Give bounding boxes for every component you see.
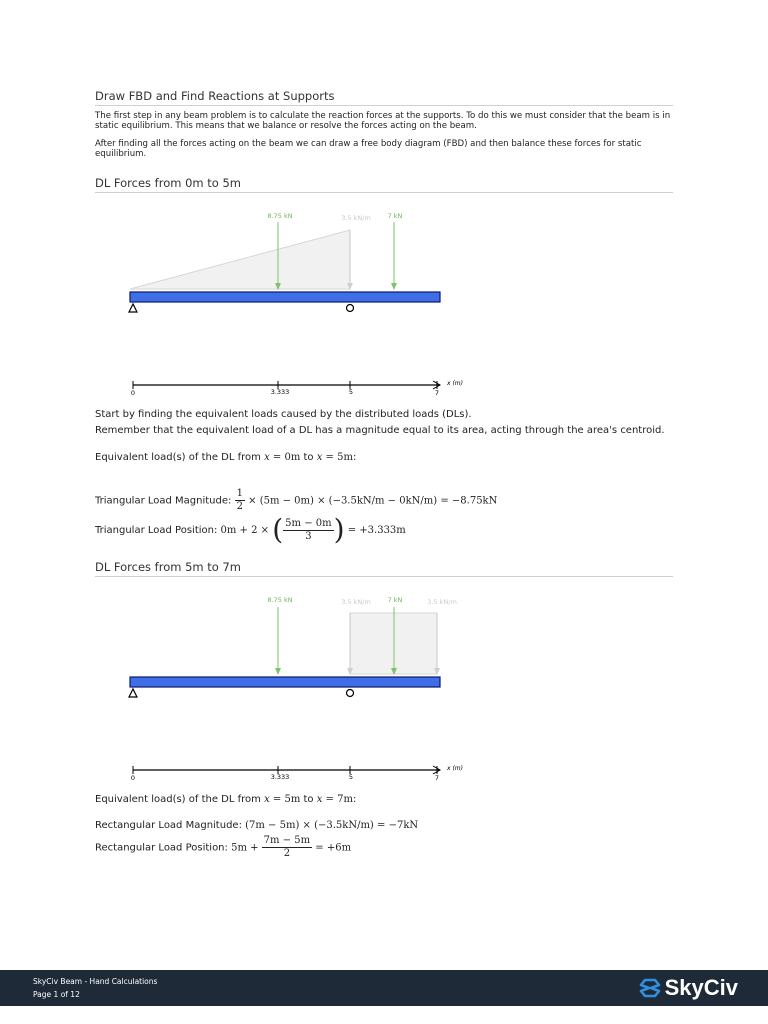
dl-explanation-1: Start by finding the equivalent loads caused by the distributed loads (DLs). — [95, 409, 472, 420]
pin-support-icon — [129, 304, 137, 312]
triangular-position-line: Triangular Load Position: 0m + 2 × ( $\frac{5m - 0m}{3}$ ) = +3.333m — [95, 513, 406, 546]
equivalent-load-line-1: Equivalent load(s) of the DL from x = 0m to x = 5m: — [95, 452, 357, 463]
rectangular-magnitude-expression: (7m − 5m) × (−3.5kN/m) = −7kN — [245, 820, 419, 831]
logo-text: SkyCiv — [664, 975, 738, 1000]
triangular-magnitude-line: Triangular Load Magnitude: $\frac{1}{2}$ × (5m − 0m) × (−3.5kN/m − 0kN/m) = −8.75kN — [95, 488, 498, 512]
beam — [130, 677, 440, 687]
axis-tick-label: 7 — [434, 389, 440, 397]
intro-paragraph: The first step in any beam problem is to calculate the reaction forces at the supports. To do this we must consider that the beam is in static equilibrium. This means that we balance or resolve the forces acting on the beam. — [95, 111, 671, 131]
axis-tick-label: 0 — [130, 774, 136, 782]
dist-load-label-1: 3.5 kN/m — [341, 598, 371, 606]
axis-tick-label: 0 — [130, 389, 136, 397]
axis-tick-label: 5 — [348, 388, 354, 396]
skyciv-logo-icon — [639, 977, 661, 999]
axis-tick-label: 3.333 — [270, 388, 290, 396]
page-footer — [0, 970, 768, 1006]
rectangular-magnitude-line: Rectangular Load Magnitude: (7m − 5m) × (−3.5kN/m) = −7kN — [95, 820, 419, 831]
point-load-label-1: 8.75 kN — [267, 212, 293, 220]
roller-support-icon — [347, 690, 354, 697]
axis-tick-label: 7 — [434, 774, 440, 782]
triangular-dl-shape — [130, 230, 350, 289]
equivalent-load-line-2: Equivalent load(s) of the DL from x = 5m to x = 7m: — [95, 794, 357, 805]
section-heading-dl-5-7: DL Forces from 5m to 7m — [95, 560, 673, 577]
section-heading-fbd: Draw FBD and Find Reactions at Supports — [95, 89, 673, 106]
axis-tick-label: 3.333 — [270, 773, 290, 781]
fbd-paragraph: After finding all the forces acting on the beam we can draw a free body diagram (FBD) and then balance these forces for static equilibrium. — [95, 139, 642, 159]
axis-unit-label: x (m) — [447, 765, 463, 772]
point-load-label-2: 7 kN — [387, 596, 403, 604]
fbd-diagram-1 — [120, 205, 480, 400]
footer-title: SkyCiv Beam - Hand Calculations — [33, 977, 158, 986]
skyciv-logo — [639, 976, 738, 1000]
point-load-label-1: 8.75 kN — [267, 596, 293, 604]
pin-support-icon — [129, 689, 137, 697]
fbd-diagram-2 — [120, 590, 480, 785]
axis-tick-label: 5 — [348, 773, 354, 781]
roller-support-icon — [347, 305, 354, 312]
triangular-magnitude-expression: × (5m − 0m) × (−3.5kN/m − 0kN/m) = −8.75kN — [248, 495, 498, 507]
point-load-label-2: 7 kN — [387, 212, 403, 220]
beam — [130, 292, 440, 302]
axis-unit-label: x (m) — [447, 380, 463, 387]
dist-load-label-2: 3.5 kN/m — [427, 598, 457, 606]
dl-explanation-2: Remember that the equivalent load of a DL has a magnitude equal to its area, acting through the area's centroid. — [95, 425, 665, 436]
footer-page-number: Page 1 of 12 — [33, 990, 80, 999]
dist-load-label: 3.5 kN/m — [341, 214, 371, 222]
rectangular-position-line: Rectangular Load Position: 5m + $\frac{7m - 5m}{2}$ = +6m — [95, 835, 352, 859]
section-heading-dl-0-5: DL Forces from 0m to 5m — [95, 176, 673, 193]
